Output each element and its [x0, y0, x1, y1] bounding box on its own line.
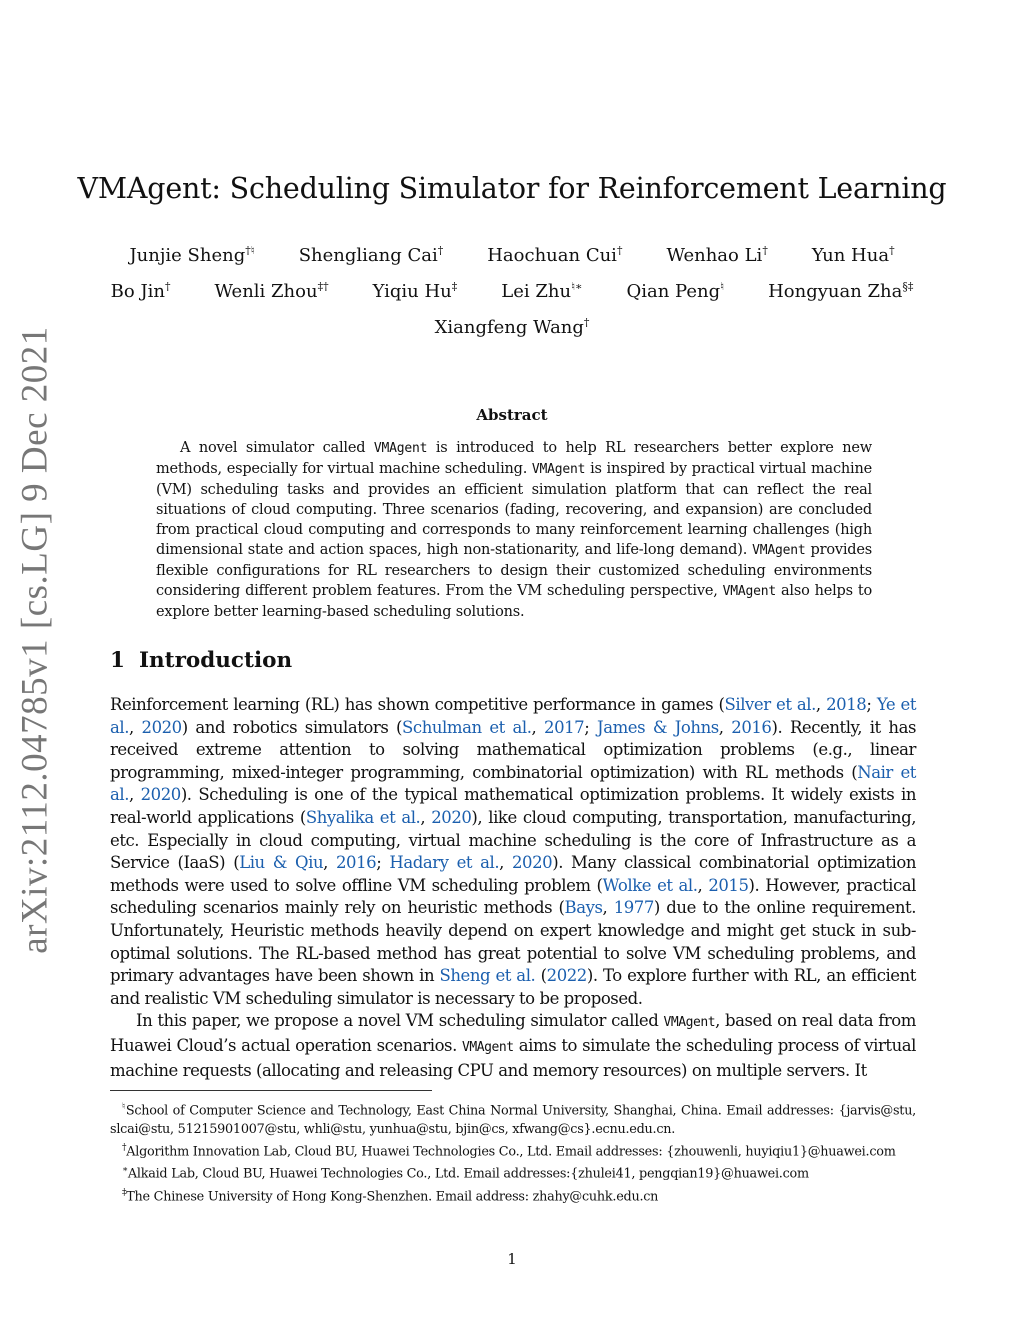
citation-link[interactable]: Shyalika et al. — [305, 807, 421, 827]
affiliation-mark: ♮∗ — [571, 280, 583, 293]
citation-link[interactable]: Ye et al. — [110, 695, 917, 737]
body-paragraph-2 — [110, 1010, 916, 1082]
section-number: 1 — [110, 648, 125, 673]
footnote-text: Alkaid Lab, Cloud BU, Huawei Technologies Co., Ltd. Email addresses:{zhulei41, pengqian19}@huawei.com — [127, 1166, 809, 1182]
affiliation-mark: †♮ — [245, 244, 255, 257]
author-name: Junjie Sheng — [129, 245, 246, 266]
citation-link[interactable]: Silver et al. — [724, 695, 816, 714]
text-run: A novel simulator called — [180, 440, 374, 456]
author-name: Bo Jin — [110, 281, 166, 302]
text-run: ), like cloud computing, transportation, manufacturing, etc. Especially in cloud computing, virtual machine scheduling is the core of Infrastructure as a Service (IaaS) ( — [110, 807, 916, 873]
author-name: Yun Hua — [811, 245, 890, 266]
author-name: Shengliang Cai — [298, 245, 438, 266]
author — [111, 280, 171, 302]
text-run: ). Scheduling is one of the typical mathematical optimization problems. It widely exists in real-world applications ( — [110, 785, 917, 827]
author — [215, 280, 329, 302]
author — [129, 244, 254, 266]
footnote-mark: ♮ — [122, 1102, 126, 1112]
text-run: , — [718, 717, 732, 737]
abstract-paragraph — [156, 438, 872, 622]
author-row-3 — [100, 316, 924, 338]
text-run: ; — [866, 695, 877, 714]
text-run: Reinforcement learning (RL) has shown competitive performance in games ( — [110, 695, 725, 714]
citation-link[interactable]: 2018 — [826, 695, 867, 714]
citation-link[interactable]: 2016 — [336, 853, 377, 873]
citation-link[interactable]: 2015 — [708, 875, 749, 895]
author — [373, 280, 458, 302]
citation-link[interactable]: 2022 — [546, 966, 587, 986]
text-run: In this paper, we propose a novel VM scheduling simulator called — [136, 1011, 664, 1031]
abstract-heading: Abstract — [476, 406, 548, 424]
citation-link[interactable]: Schulman et al. — [402, 717, 532, 737]
citation-link[interactable]: 2017 — [544, 717, 585, 737]
text-run: also helps to explore better learning-based scheduling solutions. — [156, 583, 872, 620]
text-run: , — [815, 695, 827, 714]
arxiv-identifier-stamp — [10, 326, 60, 954]
text-run: , — [420, 807, 432, 827]
author — [435, 316, 590, 338]
affiliation-mark: † — [165, 280, 171, 293]
text-run: ) due to the online requirement. Unfortunately, Heuristic methods heavily depend on expert knowledge and might get stuck in sub-optimal solutions. The RL-based method has great potential to solve VM scheduling problems, and primary advantages have been shown in — [110, 898, 916, 986]
affiliation-mark: † — [583, 316, 590, 329]
author-name: Lei Zhu — [501, 281, 572, 302]
footnote — [110, 1098, 916, 1139]
citation-link[interactable]: Nair et al. — [110, 762, 916, 805]
text-run: , — [129, 717, 142, 737]
footnote-text: The Chinese University of Hong Kong-Shenzhen. Email address: zhahy@cuhk.edu.cn — [126, 1189, 659, 1205]
code-name: VMAgent — [373, 441, 428, 456]
citation-link[interactable]: Liu & Qiu — [239, 853, 324, 873]
author-name: Wenli Zhou — [214, 281, 318, 302]
code-name: VMAgent — [663, 1015, 716, 1031]
text-run: is inspired by practical virtual machine (VM) scheduling tasks and provides an efficient simulation platform that can reflect the real situations of cloud computing. Three scenarios (fading, recovering, and expansion) are concluded from practical cloud computing and corresponds to many reinforcement learning challenges (high dimensional state and action spaces, high non-stationarity, and life-long demand). — [156, 461, 873, 558]
text-run: ; — [376, 853, 390, 873]
text-run: , based on real data from Huawei Cloud’s actual operation scenarios. — [110, 1011, 916, 1055]
text-run: , — [323, 853, 336, 873]
author — [666, 244, 767, 266]
section-title: Introduction — [138, 648, 293, 673]
citation-link[interactable]: Wolke et al. — [602, 875, 698, 895]
text-run: is introduced to help RL researchers better explore new methods, especially for virtual machine scheduling. — [156, 440, 872, 477]
author-name: Xiangfeng Wang — [434, 317, 584, 338]
code-name: VMAgent — [752, 543, 806, 558]
footnote-mark: ∗ — [122, 1165, 128, 1176]
citation-link[interactable]: James & Johns — [597, 717, 719, 737]
author — [487, 244, 622, 266]
footnote-text: Algorithm Innovation Lab, Cloud BU, Huawei Technologies Co., Ltd. Email addresses: {zhouwenli, huyiqiu1}@huawei.com — [126, 1144, 896, 1160]
code-name: VMAgent — [722, 584, 776, 599]
code-name: VMAgent — [531, 462, 586, 477]
author-name: Qian Peng — [626, 281, 721, 302]
footnote — [110, 1184, 916, 1207]
citation-link[interactable]: 1977 — [613, 898, 654, 918]
footnote-mark: † — [122, 1142, 127, 1153]
citation-link[interactable]: Sheng et al. — [439, 966, 536, 986]
affiliation-mark: † — [889, 244, 895, 257]
text-run: , — [129, 785, 141, 805]
text-run: , — [531, 717, 545, 737]
section-heading — [110, 648, 292, 673]
paper-title: VMAgent: Scheduling Simulator for Reinforcement Learning — [77, 172, 947, 205]
citation-link[interactable]: Bays — [564, 898, 603, 918]
author-name: Wenhao Li — [666, 245, 763, 266]
affiliation-mark: §‡ — [902, 280, 914, 293]
affiliation-mark: † — [762, 244, 768, 257]
footnote — [110, 1139, 916, 1162]
arxiv-identifier-text: arXiv:2112.04785v1 [cs.LG] 9 Dec 2021 — [14, 326, 56, 954]
affiliation-mark: † — [616, 244, 623, 257]
text-run: aims to simulate the scheduling process of virtual machine requests (allocating and releasing CPU and memory resources) on multiple servers. It — [110, 1035, 916, 1080]
footnote — [110, 1161, 916, 1184]
affiliation-mark: ♮ — [720, 280, 725, 293]
text-run: provides flexible configurations for RL researchers to design their customized scheduling environments considering different problem features. From the VM scheduling perspective, — [156, 542, 872, 599]
footnote-mark: ‡ — [122, 1187, 127, 1198]
text-run: , — [602, 898, 614, 918]
text-run: ). Many classical combinatorial optimization methods were used to solve offline VM scheduling problem ( — [110, 853, 917, 895]
author-name: Yiqiu Hu — [372, 281, 452, 302]
body-text — [110, 694, 916, 1082]
author — [812, 244, 895, 266]
author-row-2 — [100, 280, 924, 302]
text-run: ). Recently, it has received extreme attention to solving mathematical optimization problems (e.g., linear programming, mixed-integer programming, combinatorial optimization) with RL methods ( — [110, 717, 916, 782]
author — [768, 280, 913, 302]
citation-link[interactable]: 2020 — [141, 717, 182, 737]
page-number: 1 — [507, 1250, 517, 1268]
text-run: ; — [584, 717, 598, 737]
author-row-1 — [100, 244, 924, 266]
footnote-divider — [110, 1090, 432, 1091]
code-name: VMAgent — [462, 1039, 514, 1055]
author-name: Haochuan Cui — [487, 245, 617, 266]
citation-link[interactable]: 2016 — [731, 717, 772, 737]
footnote-text: School of Computer Science and Technology, East China Normal University, Shanghai, China. Email addresses: {jarvis@stu, slcai@stu, 51215901007@stu, whli@stu, yunhua@stu, bjin@cs, xfwang@cs}.ecnu.edu.cn. — [110, 1103, 917, 1137]
text-run: , — [697, 875, 709, 895]
footnotes — [110, 1098, 916, 1207]
citation-link[interactable]: Hadary et al. — [389, 853, 500, 873]
author — [626, 280, 724, 302]
body-paragraph-1 — [110, 694, 916, 1010]
text-run: ). To explore further with RL, an efficient and realistic VM scheduling simulator is necessary to be proposed. — [110, 966, 916, 1008]
text-run: ) and robotics simulators ( — [181, 717, 403, 737]
text-run: ). However, practical scheduling scenarios mainly rely on heuristic methods ( — [110, 875, 916, 918]
affiliation-mark: † — [437, 244, 444, 257]
author — [501, 280, 582, 302]
abstract-body — [156, 438, 872, 622]
text-run: , — [499, 853, 512, 873]
author — [299, 244, 444, 266]
affiliation-mark: ‡† — [317, 280, 329, 293]
citation-link[interactable]: 2020 — [512, 853, 553, 873]
text-run: ( — [535, 966, 547, 986]
citation-link[interactable]: 2020 — [140, 785, 181, 805]
affiliation-mark: ‡ — [451, 280, 458, 293]
citation-link[interactable]: 2020 — [431, 807, 472, 827]
author-name: Hongyuan Zha — [768, 281, 903, 302]
